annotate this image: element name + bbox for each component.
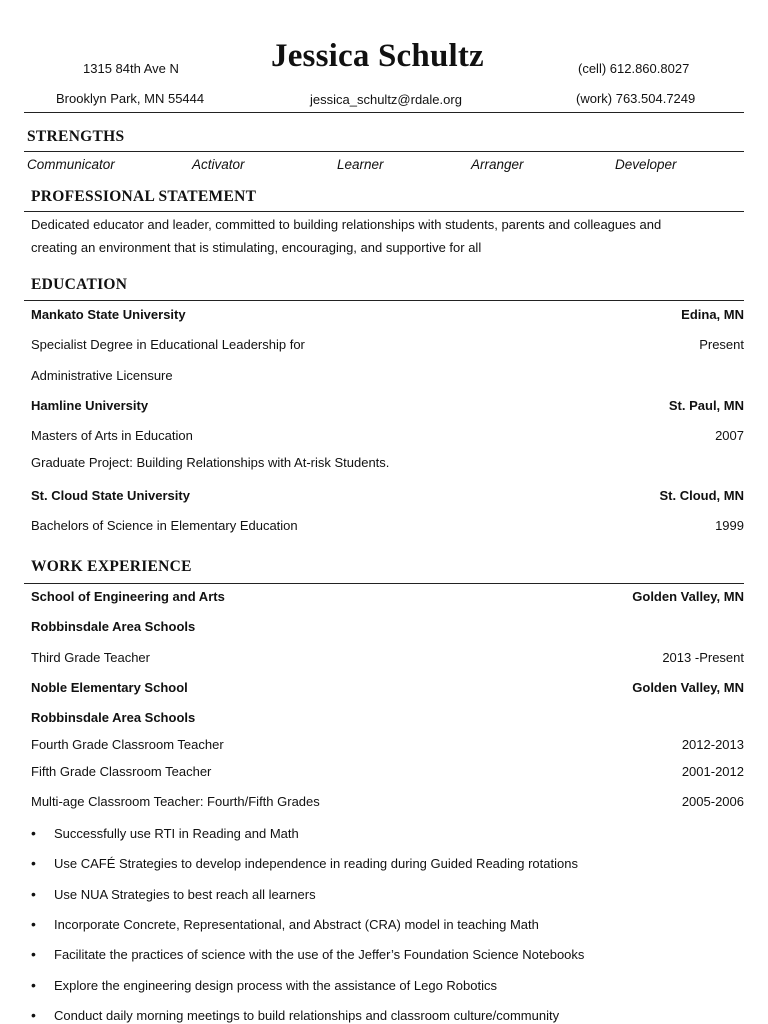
bullet-icon: • [31,886,36,902]
job-date: 2005-2006 [681,794,744,809]
strength-item: Activator [192,157,245,172]
bullet-icon: • [31,1007,36,1023]
degree-line-2: Administrative Licensure [31,368,173,383]
strength-item: Developer [615,157,677,172]
bullet-icon: • [31,825,36,841]
employer-name: School of Engineering and Arts [31,589,225,604]
list-item: Incorporate Concrete, Representational, and Abstract (CRA) model in teaching Math [54,917,539,932]
bullet-icon: • [31,855,36,871]
page-title: Jessica Schultz [271,38,484,74]
employer-name: Noble Elementary School [31,680,188,695]
degree: Masters of Arts in Education [31,428,193,443]
school-name: St. Cloud State University [31,488,190,503]
employer-district: Robbinsdale Area Schools [31,619,196,634]
strength-item: Communicator [27,157,115,172]
header-divider [24,112,744,113]
degree-date: Present [699,337,744,352]
degree-date: 2007 [715,428,744,443]
job-date: 2012-2013 [681,737,744,752]
strengths-divider [24,151,744,152]
work-divider [24,583,744,584]
education-heading: EDUCATION [31,276,128,293]
strengths-heading: STRENGTHS [27,128,125,145]
employer-location: Golden Valley, MN [632,589,744,604]
list-item: Use CAFÉ Strategies to develop independence in reading during Guided Reading rotations [54,856,578,871]
school-location: Edina, MN [681,307,744,322]
statement-line-2: creating an environment that is stimulating, encouraging, and supportive for all [31,240,482,255]
statement-heading: PROFESSIONAL STATEMENT [31,188,257,205]
degree-date: 1999 [715,518,744,533]
bullet-icon: • [31,977,36,993]
employer-location: Golden Valley, MN [632,680,744,695]
school-location: St. Paul, MN [668,398,744,413]
school-location: St. Cloud, MN [659,488,744,503]
school-name: Hamline University [31,398,149,413]
list-item: Explore the engineering design process with the assistance of Lego Robotics [54,978,497,993]
job-date: 2013 -Present [662,650,744,665]
list-item: Use NUA Strategies to best reach all learners [54,887,316,902]
strength-item: Learner [337,157,384,172]
job-date: 2001-2012 [681,764,744,779]
email: jessica_schultz@rdale.org [310,92,462,107]
degree: Specialist Degree in Educational Leadership for [31,337,305,352]
education-divider [24,300,744,301]
statement-line-1: Dedicated educator and leader, committed to building relationships with students, parents and colleagues and [31,217,662,232]
list-item: Facilitate the practices of science with the use of the Jeffer’s Foundation Science Notebooks [54,947,585,962]
degree: Bachelors of Science in Elementary Education [31,518,298,533]
work-phone: (work) 763.504.7249 [576,91,696,106]
school-name: Mankato State University [31,307,186,322]
bullet-icon: • [31,916,36,932]
job-role: Third Grade Teacher [31,650,150,665]
address-line-1: 1315 84th Ave N [83,61,179,76]
bullet-icon: • [31,946,36,962]
job-role: Multi-age Classroom Teacher: Fourth/Fifth Grades [31,794,320,809]
statement-divider [24,211,744,212]
job-role: Fourth Grade Classroom Teacher [31,737,224,752]
work-heading: WORK EXPERIENCE [31,558,192,575]
employer-district: Robbinsdale Area Schools [31,710,196,725]
graduate-project: Graduate Project: Building Relationships with At-risk Students. [31,455,390,470]
cell-phone: (cell) 612.860.8027 [578,61,690,76]
list-item: Conduct daily morning meetings to build relationships and classroom culture/community [54,1008,560,1023]
strength-item: Arranger [471,157,524,172]
job-role: Fifth Grade Classroom Teacher [31,764,212,779]
list-item: Successfully use RTI in Reading and Math [54,826,299,841]
address-line-2: Brooklyn Park, MN 55444 [56,91,205,106]
